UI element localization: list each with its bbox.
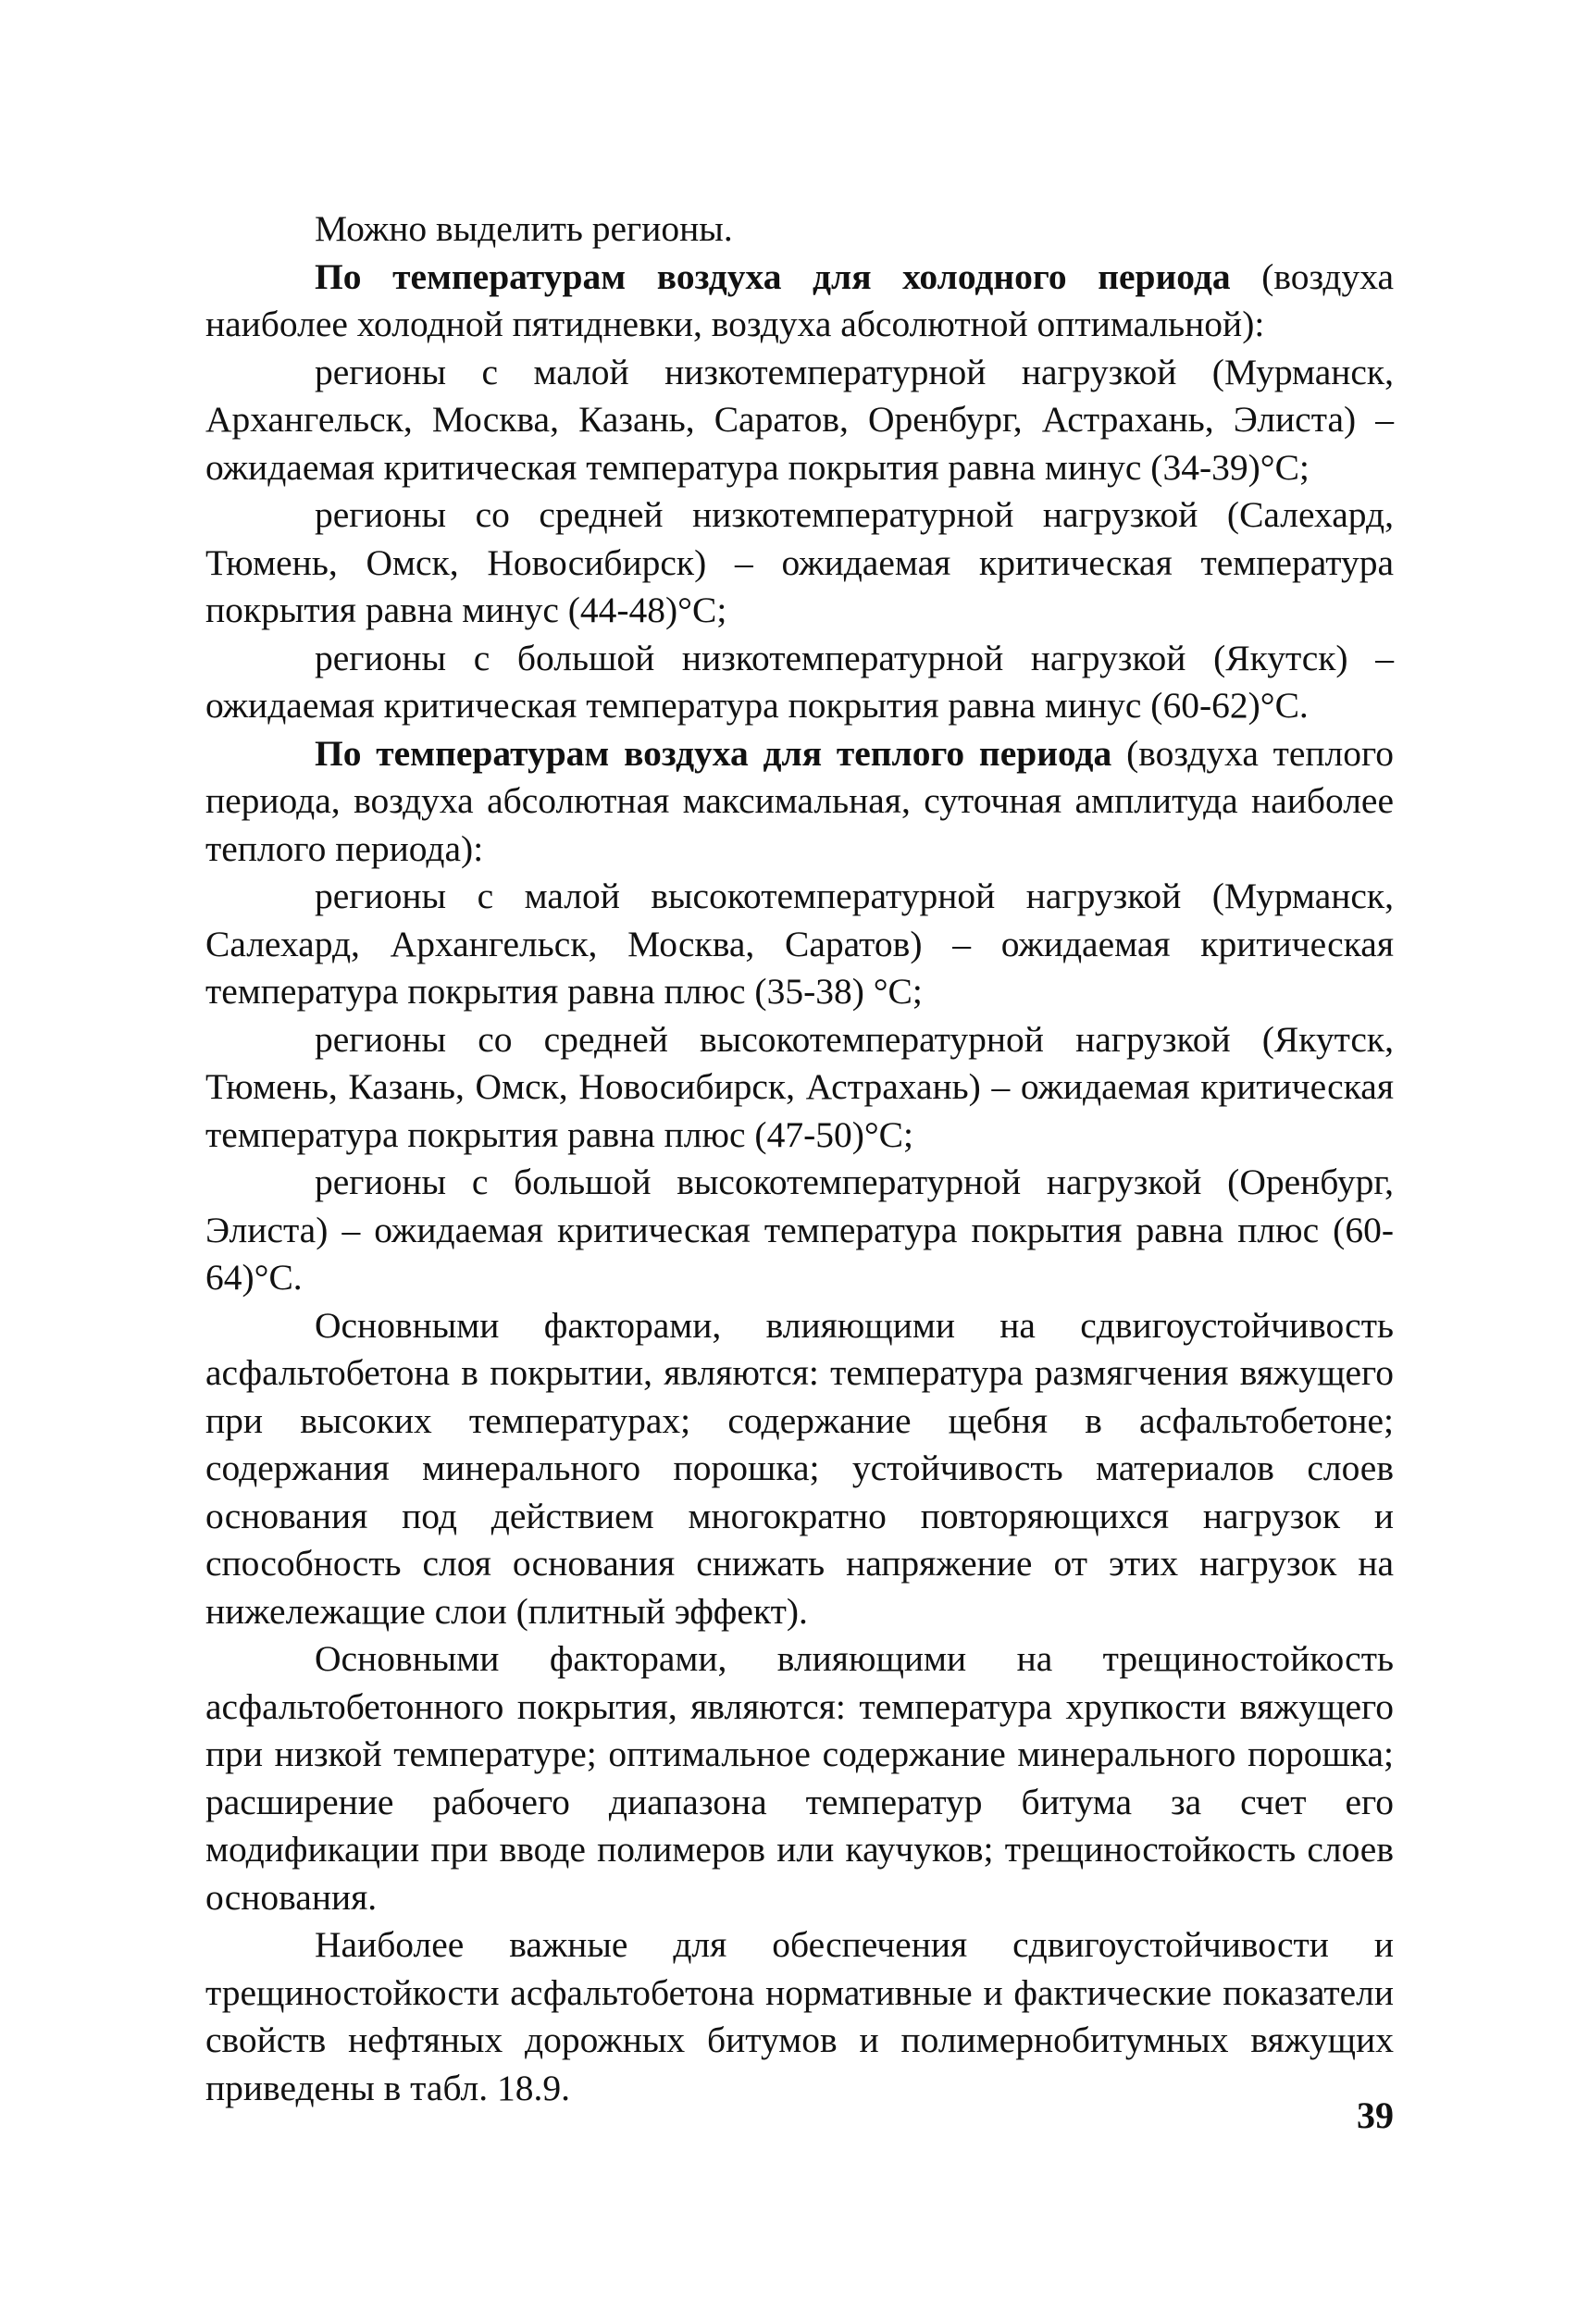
crack-factors-paragraph: Основными факторами, влияющими на трещиностойкость асфальтобетонного покрытия, являются: температура хрупкости вяжущего при низкой температуре; оптимальное содержание минерального порошка; расширение рабочего диапазона температур битума за счет его модификации при вводе полимеров или каучуков; трещиностойкость слоев основания. xyxy=(205,1638,1394,1918)
cold-region-medium-load: регионы со средней низкотемпературной нагрузкой (Салехард, Тюмень, Омск, Новосибирск) – ожидаемая критическая температура покрытия равна минус (44-48)°С; xyxy=(205,494,1394,630)
cold-region-low-load: регионы с малой низкотемпературной нагрузкой (Мурманск, Архангельск, Москва, Казань, Саратов, Оренбург, Астрахань, Элиста) – ожидаемая критическая температура покрытия равна минус (34-39)°С; xyxy=(205,351,1394,488)
warm-region-medium-load: регионы со средней высокотемпературной нагрузкой (Якутск, Тюмень, Казань, Омск, Новосибирск, Астрахань) – ожидаемая критическая температура покрытия равна плюс (47-50)°С; xyxy=(205,1018,1394,1155)
warm-region-high-load: регионы с большой высокотемпературной нагрузкой (Оренбург, Элиста) – ожидаемая критическая температура покрытия равна плюс (60-64)°С. xyxy=(205,1162,1394,1298)
cold-period-heading: По температурам воздуха для холодного периода xyxy=(315,255,1231,297)
cold-region-high-load: регионы с большой низкотемпературной нагрузкой (Якутск) – ожидаемая критическая температура покрытия равна минус (60-62)°С. xyxy=(205,637,1394,726)
warm-region-low-load: регионы с малой высокотемпературной нагрузкой (Мурманск, Салехард, Архангельск, Москва, Саратов) – ожидаемая критическая температура покрытия равна плюс (35-38) °С; xyxy=(205,876,1394,1012)
warm-period-paragraph xyxy=(205,730,1394,874)
conclusion-paragraph: Наиболее важные для обеспечения сдвигоустойчивости и трещиностойкости асфальтобетона нормативные и фактические показатели свойств нефтяных дорожных битумов и полимернобитумных вяжущих приведены в табл. 18.9. xyxy=(205,1924,1394,2108)
shear-factors-paragraph: Основными факторами, влияющими на сдвигоустойчивость асфальтобетона в покрытии, являются: температура размягчения вяжущего при высоких температурах; содержание щебня в асфальтобетоне; содержания минерального порошка; устойчивость материалов слоев основания под действием многократно повторяющихся нагрузок и способность слоя основания снижать напряжение от этих нагрузок на нижележащие слои (плитный эффект). xyxy=(205,1304,1394,1632)
intro-paragraph: Можно выделить регионы. xyxy=(315,208,733,249)
warm-period-heading: По температурам воздуха для теплого периода xyxy=(315,732,1112,774)
warm-period-description: (воздуха теплого периода, воздуха абсолютная максимальная, суточная амплитуда наиболее теплого периода): xyxy=(205,732,1394,869)
cold-period-description: (воздуха наиболее холодной пятидневки, воздуха абсолютной оптимальной): xyxy=(205,255,1394,344)
page-number: 39 xyxy=(1357,2094,1394,2136)
page-body xyxy=(205,205,1394,2112)
cold-period-paragraph xyxy=(205,254,1394,349)
